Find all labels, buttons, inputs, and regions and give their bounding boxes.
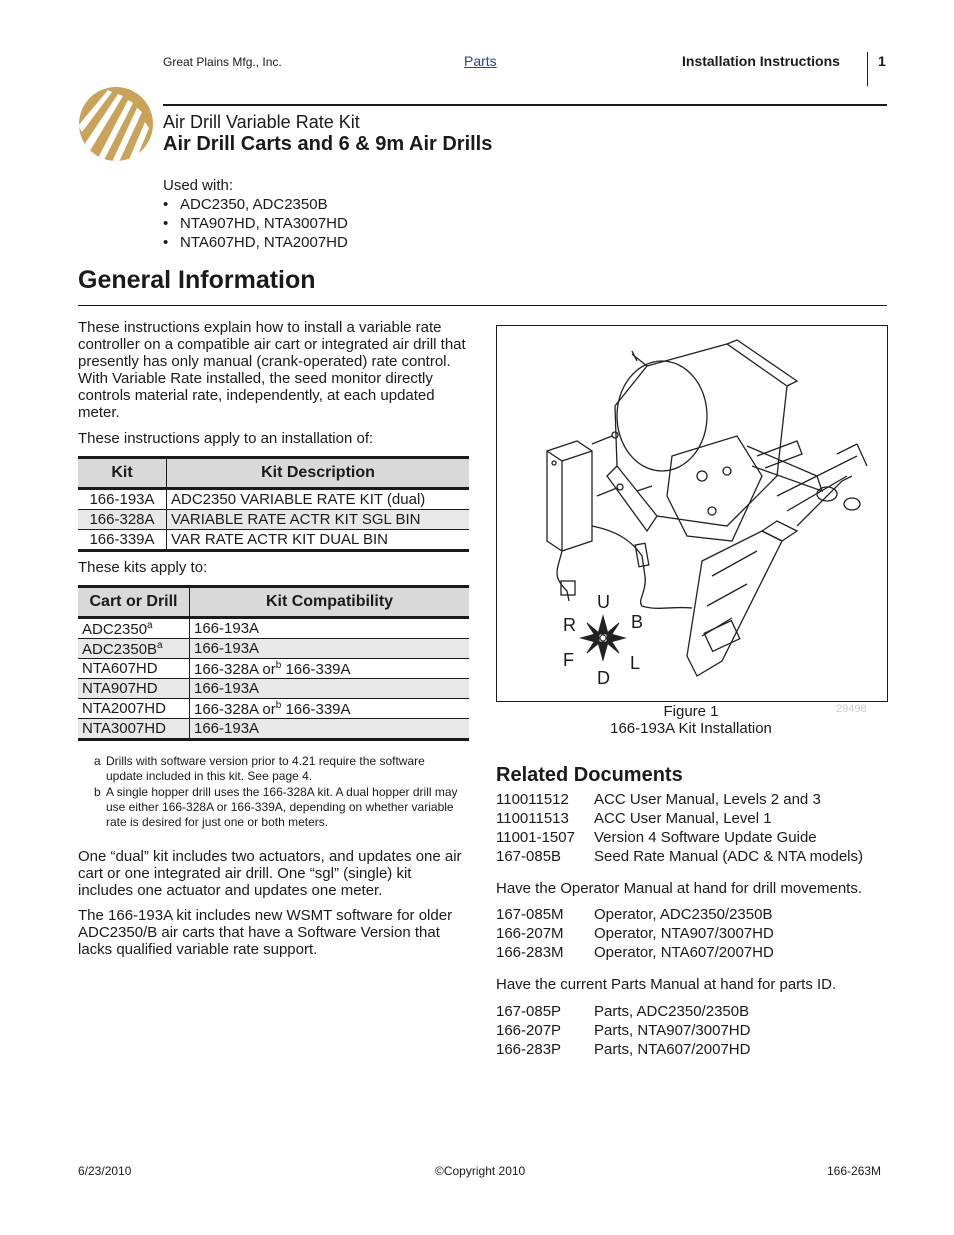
table-row: 166-193A ADC2350 VARIABLE RATE KIT (dual) (78, 489, 469, 510)
compass-up-label: U (597, 592, 610, 612)
meter-assembly-drawing (497, 326, 887, 701)
section-heading-related: Related Documents (496, 764, 683, 786)
list-item: 110011513 ACC User Manual, Level 1 (496, 810, 772, 827)
table-header: Kit Compatibility (190, 587, 470, 618)
parts-docs-list (496, 1002, 750, 1059)
list-item: 166-283M Operator, NTA607/2007HD (496, 944, 774, 961)
list-item: 167-085P Parts, ADC2350/2350B (496, 1003, 750, 1020)
footer-copyright: ©Copyright 2010 (435, 1164, 526, 1178)
apply-to-paragraph: These instructions apply to an installation of: (78, 430, 374, 447)
footnote-b: b A single hopper drill uses the 166-328A kit. A dual hopper drill may use either 166-328A or 166-339A, depending on whether variable rate is desired for just one or both meters. (94, 785, 458, 829)
kit-table (78, 456, 469, 552)
direction-compass (581, 616, 625, 660)
list-item: • ADC2350, ADC2350B (163, 196, 328, 213)
header-rule (163, 104, 887, 106)
parts-link[interactable]: Parts (464, 53, 497, 69)
parts-manual-note: Have the current Parts Manual at hand for parts ID. (496, 976, 837, 993)
list-item: 166-207P Parts, NTA907/3007HD (496, 1022, 751, 1039)
section-rule (78, 305, 887, 306)
list-item: 167-085B Seed Rate Manual (ADC & NTA models) (496, 848, 863, 865)
list-item: 166-207M Operator, NTA907/3007HD (496, 925, 774, 942)
used-with-label: Used with: (163, 177, 234, 194)
company-name: Great Plains Mfg., Inc. (163, 55, 282, 69)
section-heading-general: General Information (78, 266, 316, 294)
compatibility-table (78, 585, 469, 741)
operator-docs-list (496, 905, 774, 962)
section-title: Installation Instructions (682, 53, 840, 69)
table-row: NTA907HD 166-193A (78, 679, 469, 699)
list-item: 110011512 ACC User Manual, Levels 2 and 3 (496, 791, 821, 808)
table-header: Cart or Drill (78, 587, 190, 618)
footer-date: 6/23/2010 (78, 1164, 132, 1178)
compass-down-label: D (597, 668, 610, 688)
operator-manual-note: Have the Operator Manual at hand for drill movements. (496, 880, 863, 897)
list-item: • NTA907HD, NTA3007HD (163, 215, 348, 232)
footnote-a: a Drills with software version prior to 4.21 require the software update included in this kit. See page 4. (94, 754, 425, 783)
table-row: ADC2350$^a$ 166-193A (78, 618, 469, 639)
dual-kit-paragraph: One “dual” kit includes two actuators, and updates one air cart or one integrated air drill. One “sgl” (single) kit includes one actuator and updates one meter. (78, 848, 462, 899)
figure-number: 29498 (836, 703, 867, 715)
page-number: 1 (878, 53, 886, 69)
table-row: 166-339A VAR RATE ACTR KIT DUAL BIN (78, 530, 469, 551)
list-item: 166-283P Parts, NTA607/2007HD (496, 1041, 751, 1058)
table-row: $ADC2350B^a$ 166-193A (78, 639, 469, 659)
great-plains-logo-icon (78, 86, 154, 162)
kit-installation-figure (496, 325, 888, 702)
header-divider (867, 52, 868, 86)
software-paragraph: The 166-193A kit includes new WSMT software for older ADC2350/B air carts that have a Software Version that lacks qualified variable rate support. (78, 907, 453, 958)
compass-rear-label: R (563, 615, 576, 635)
table-header: Kit Description (167, 458, 470, 489)
intro-paragraph: These instructions explain how to install a variable rate controller on a compatible air cart or integrated air drill that presently has only manual (crank-operated) rate control. With Variable Rate installed, the seed monitor directly controls material rate, independently, at each updated meter. (78, 319, 466, 421)
figure-caption: Figure 1 166-193A Kit Installation (610, 703, 772, 737)
list-item: • NTA607HD, NTA2007HD (163, 234, 348, 251)
list-item: 167-085M Operator, ADC2350/2350B (496, 906, 773, 923)
footer-doc-number: 166-263M (827, 1164, 882, 1178)
compass-left-label: L (630, 653, 641, 673)
kits-apply-paragraph: These kits apply to: (78, 559, 208, 576)
table-row: 166-328A VARIABLE RATE ACTR KIT SGL BIN (78, 510, 469, 530)
used-with-list (163, 176, 348, 252)
table-row: NTA607HD 166-328A $or^b$ 166-339A (78, 659, 469, 679)
table-header: Kit (78, 458, 167, 489)
document-subtitle: Air Drill Variable Rate Kit (163, 112, 360, 132)
compass-back-label: B (631, 612, 644, 632)
related-docs-list (496, 790, 863, 866)
list-item: 11001-1507 Version 4 Software Update Guide (496, 829, 817, 846)
table-row: NTA3007HD 166-193A (78, 719, 469, 740)
table-row: NTA2007HD 166-328A $or^b$ 166-339A (78, 699, 469, 719)
document-title: Air Drill Carts and 6 & 9m Air Drills (163, 133, 493, 155)
compass-front-label: F (563, 650, 574, 670)
